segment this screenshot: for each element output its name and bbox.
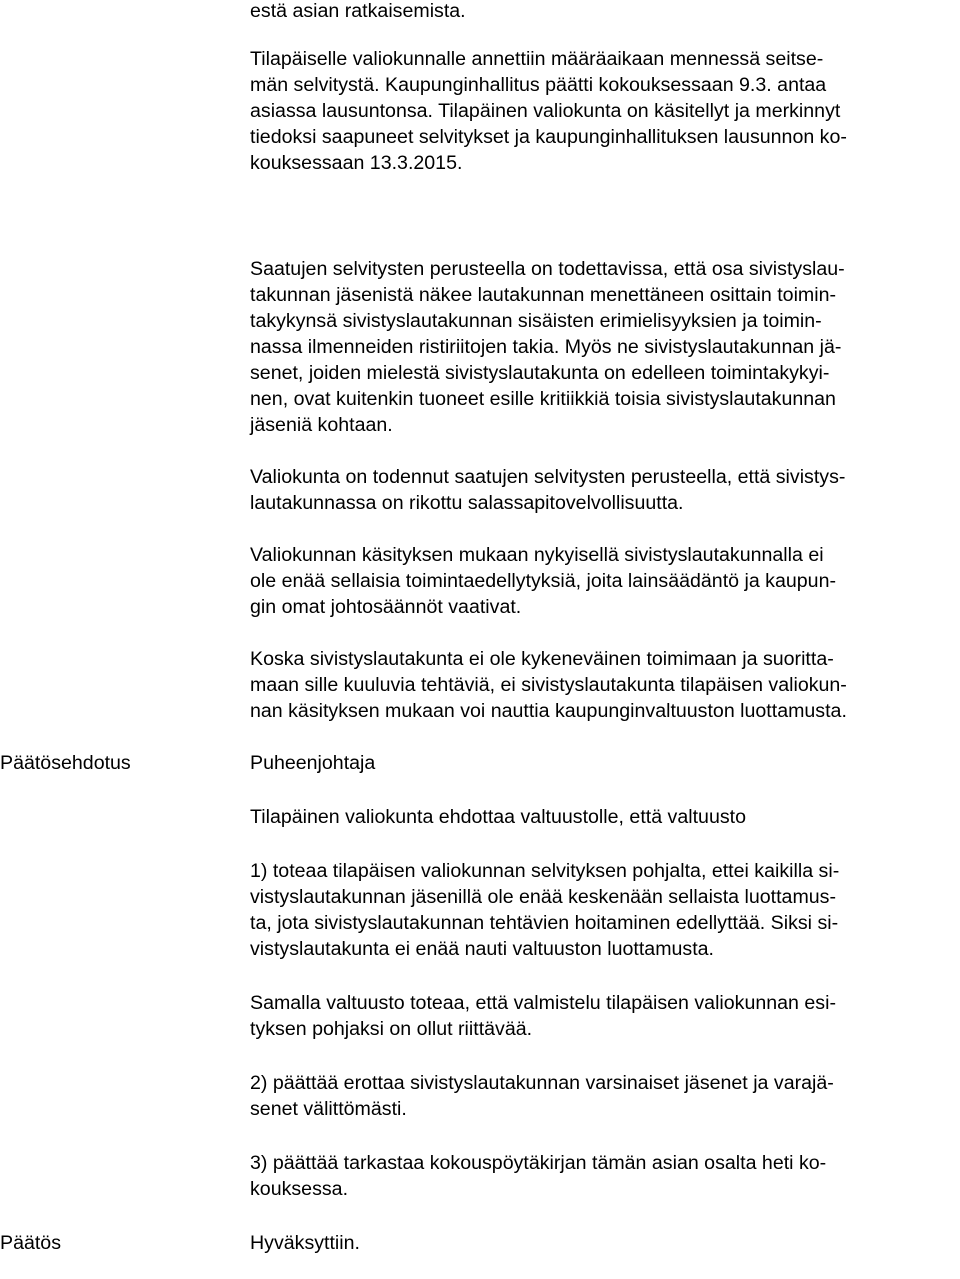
text-line: lautakunnassa on rikottu salassapitovelvollisuutta. [250,492,684,514]
text-line: Valiokunnan käsityksen mukaan nykyisellä sivistyslautakunnalla ei [250,544,824,566]
text-line: Saatujen selvitysten perusteella on todettavissa, että osa sivistyslau- [250,258,845,280]
text-line: takykynsä sivistyslautakunnan sisäisten erimielisyyksien ja toimin- [250,310,822,332]
text-line: Koska sivistyslautakunta ei ole kykeneväinen toimimaan ja suoritta- [250,648,834,670]
text-line: tyksen pohjaksi on ollut riittävää. [250,1018,533,1040]
text-line: senet välittömästi. [250,1098,407,1120]
text-line: Tilapäinen valiokunta ehdottaa valtuustolle, että valtuusto [250,806,746,828]
decision-text: Hyväksyttiin. [250,1232,360,1254]
text-line: takunnan jäsenistä näkee lautakunnan menettäneen osittain toimin- [250,284,837,306]
text-line: senet, joiden mielestä sivistyslautakunta on edelleen toimintakykyi- [250,362,830,384]
text-line: 2) päättää erottaa sivistyslautakunnan varsinaiset jäsenet ja varajä- [250,1072,834,1094]
text-line: maan sille kuuluvia tehtäviä, ei sivistyslautakunta tilapäisen valiokun- [250,674,847,696]
text-line: estä asian ratkaisemista. [250,0,466,22]
section-label-decision: Päätös [0,1232,62,1254]
text-line: ole enää sellaisia toimintaedellytyksiä, joita lainsäädäntö ja kaupun- [250,570,836,592]
text-line: asiassa lausuntonsa. Tilapäinen valiokunta on käsitellyt ja merkinnyt [250,100,841,122]
text-line: ta, jota sivistyslautakunnan tehtävien hoitaminen edellyttää. Siksi si- [250,912,839,934]
text-line: nen, ovat kuitenkin tuoneet esille kritiikkiä toisia sivistyslautakunnan [250,388,836,410]
text-line: jäseniä kohtaan. [250,414,393,436]
presenter: Puheenjohtaja [250,752,376,774]
text-line: 1) toteaa tilapäisen valiokunnan selvityksen pohjalta, ettei kaikilla si- [250,860,840,882]
text-line: vistyslautakunta ei enää nauti valtuuston luottamusta. [250,938,715,960]
text-line: Samalla valtuusto toteaa, että valmistelu tilapäisen valiokunnan esi- [250,992,836,1014]
section-label-proposal: Päätösehdotus [0,752,131,774]
text-line: tiedoksi saapuneet selvitykset ja kaupunginhallituksen lausunnon ko- [250,126,847,148]
text-line: 3) päättää tarkastaa kokouspöytäkirjan tämän asian osalta heti ko- [250,1152,827,1174]
text-line: Tilapäiselle valiokunnalle annettiin määräaikaan mennessä seitse- [250,48,824,70]
text-line: kouksessaan 13.3.2015. [250,152,463,174]
text-line: vistyslautakunnan jäsenillä ole enää keskenään sellaista luottamus- [250,886,836,908]
text-line: kouksessa. [250,1178,349,1200]
text-line: nassa ilmenneiden ristiriitojen takia. Myös ne sivistyslautakunnan jä- [250,336,842,358]
text-line: Valiokunta on todennut saatujen selvitysten perusteella, että sivistys- [250,466,846,488]
text-line: gin omat johtosäännöt vaativat. [250,596,522,618]
text-line: nan käsityksen mukaan voi nauttia kaupunginvaltuuston luottamusta. [250,700,847,722]
text-line: män selvitystä. Kaupunginhallitus päätti kokouksessaan 9.3. antaa [250,74,827,96]
